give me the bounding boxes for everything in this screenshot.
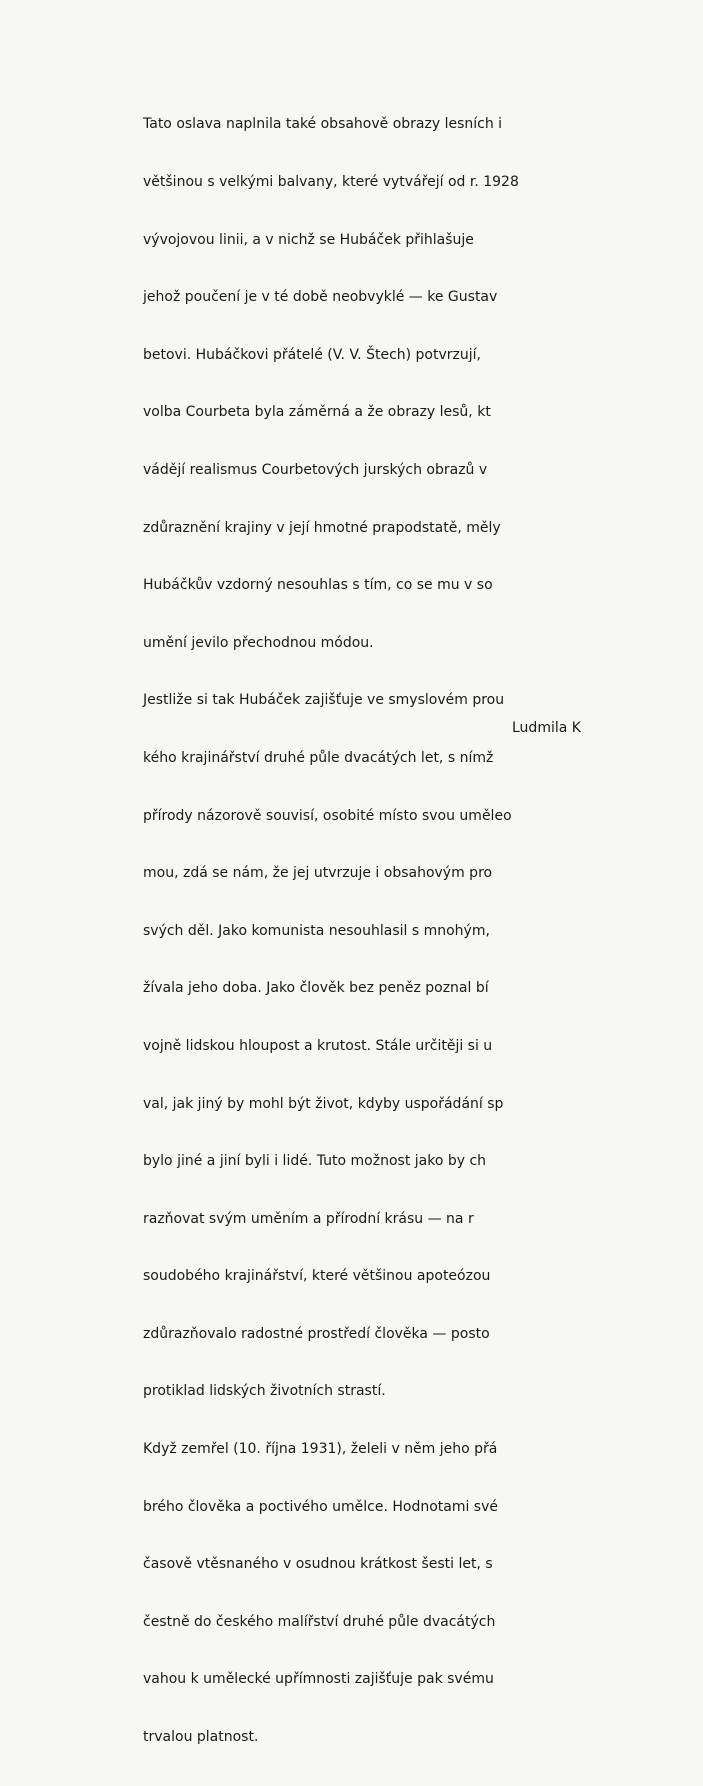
text-line: Když zemřel (10. října 1931), želeli v něm jeho přá (143, 1441, 498, 1458)
text-line: mou, zdá se nám, že jej utvrzuje i obsahovým pro (143, 865, 493, 882)
text-line: Tato oslava naplnila také obsahově obrazy lesních i (143, 116, 503, 133)
text-line: zdůrazňovalo radostné prostředí člověka — posto (143, 1325, 490, 1342)
text-line: vývojovou linii, a v nichž se Hubáček přihlašuje (143, 231, 474, 248)
text-line: jehož poučení je v té době neobvyklé — ke Gustav (143, 289, 498, 306)
text-line: trvalou platnost. (143, 1729, 259, 1746)
text-line: val, jak jiný by mohl být život, kdyby uspořádání sp (143, 1095, 504, 1112)
text-line: betovi. Hubáčkovi přátelé (V. V. Štech) potvrzují, (143, 346, 481, 363)
text-line: žívala jeho doba. Jako člověk bez peněz poznal bí (143, 980, 489, 997)
text-line: umění jevilo přechodnou módou. (143, 634, 374, 651)
text-line: zdůraznění krajiny v její hmotné prapodstatě, měly (143, 519, 501, 536)
text-line: časově vtěsnaného v osudnou krátkost šesti let, s (143, 1556, 493, 1573)
body-text (143, 77, 703, 1786)
text-line: protiklad lidských životních strastí. (143, 1383, 386, 1400)
text-line: Jestliže si tak Hubáček zajišťuje ve smyslovém prou (143, 692, 505, 709)
text-line: svých děl. Jako komunista nesouhlasil s mnohým, (143, 922, 490, 939)
text-line: volba Courbeta byla záměrná a že obrazy lesů, kt (143, 404, 491, 421)
text-line: bylo jiné a jiní byli i lidé. Tuto možnost jako by ch (143, 1153, 487, 1170)
text-line: vádějí realismus Courbetových jurských obrazů v (143, 461, 488, 478)
text-line: většinou s velkými balvany, které vytvářejí od r. 1928 (143, 174, 519, 190)
text-line: přírody názorově souvisí, osobité místo svou uměleo (143, 807, 512, 824)
text-line: vojně lidskou hloupost a krutost. Stále určitěji si u (143, 1037, 493, 1054)
text-line: kého krajinářství druhé půle dvacátých let, s nímž (143, 749, 494, 766)
text-line: čestně do českého malířství druhé půle dvacátých (143, 1613, 496, 1630)
text-line: brého člověka a poctivého umělce. Hodnotami své (143, 1498, 499, 1515)
text-line: Hubáčkův vzdorný nesouhlas s tím, co se mu v so (143, 577, 493, 594)
text-line: soudobého krajinářství, které většinou apoteózou (143, 1268, 491, 1285)
author-signature: Ludmila K (512, 720, 581, 736)
text-line: vahou k umělecké upřímnosti zajišťuje pak svému (143, 1671, 494, 1688)
text-line: razňovat svým uměním a přírodní krásu — na r (143, 1210, 474, 1227)
